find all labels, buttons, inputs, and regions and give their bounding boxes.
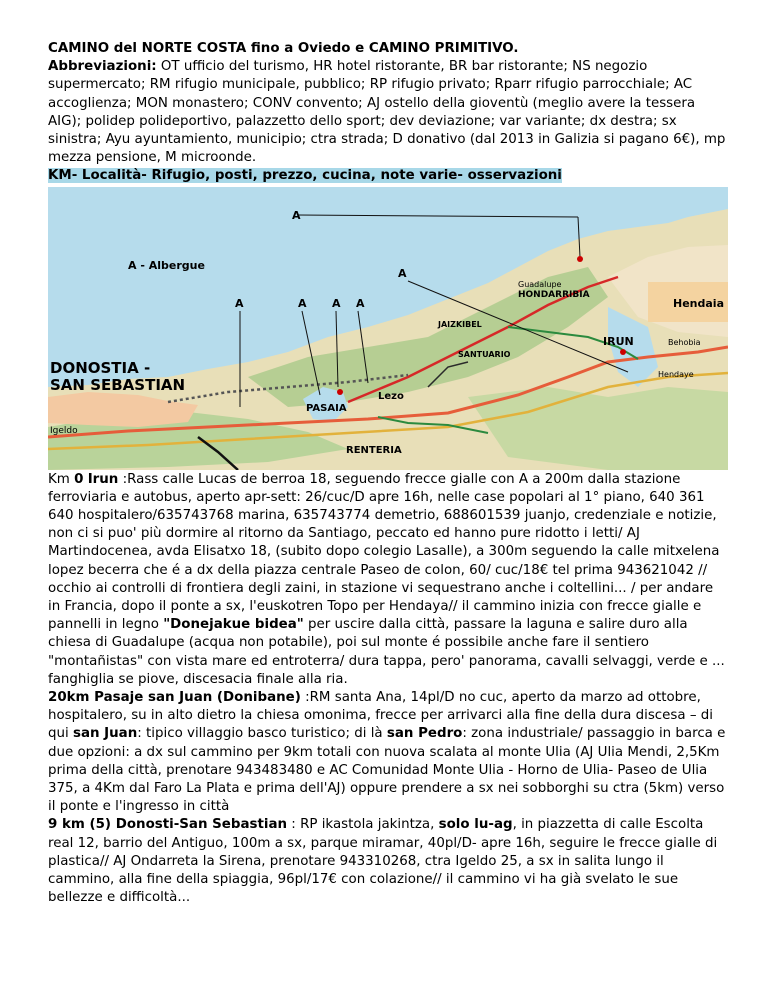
- map-label-hondarribia: HONDARRIBIA: [518, 289, 590, 300]
- document-title: CAMINO del NORTE COSTA fino a Oviedo e CAMINO PRIMITIVO.: [48, 41, 519, 56]
- document: [48, 40, 728, 908]
- entry-donosti-heading: 9 km (5) Donosti-San Sebastian: [48, 817, 288, 833]
- map-label-igeldo: Igeldo: [50, 425, 78, 436]
- map-label-lezo: Lezo: [378, 390, 404, 402]
- entry-pasaje-heading: 20km Pasaje san Juan (Donibane): [48, 690, 301, 706]
- entry-donosti: 9 km (5) Donosti-San Sebastian : RP ikastola jakintza, solo lu-ag, in piazzetta di calle Escolta real 12, barrio del Antiguo, 100m a sx, parque miramar, 40pl/D- apre 16h, seguire le frecce gialle di plastica// AJ Ondarreta la Sirena, prenotare 943310268, ctra Igeldo 25, a sx in salita lungo il cammino, alla fine della spiaggia, 96pl/17€ con colazione// il cammino vi ha già svelato le sue bellezze e difficoltà...: [48, 817, 718, 906]
- map-label-hendaye-small: Hendaye: [658, 369, 694, 379]
- map-label-renteria: RENTERIA: [346, 444, 402, 456]
- map-label-hendaia: Hendaia: [673, 296, 724, 310]
- map-label-behobia: Behobia: [668, 337, 701, 347]
- entry-irun-place: Irun: [87, 471, 119, 487]
- section-heading: KM- Località- Rifugio, posti, prezzo, cucina, note varie- osservazioni: [48, 168, 562, 184]
- map-label-a: A: [398, 266, 407, 280]
- abbreviations-paragraph: [48, 58, 728, 167]
- route-map: [48, 187, 728, 470]
- map-label-guadalupe: Guadalupe: [518, 279, 562, 289]
- route-map-image: [48, 187, 728, 470]
- abbreviations-label: Abbreviazioni:: [48, 59, 157, 75]
- map-label-san-sebastian: SAN SEBASTIAN: [50, 375, 186, 394]
- map-label-jaizkibel: JAIZKIBEL: [438, 319, 482, 329]
- map-label-irun: IRUN: [603, 334, 634, 348]
- map-label-a: A: [298, 296, 307, 310]
- map-label-a: A: [356, 296, 365, 310]
- map-label-a: A: [332, 296, 341, 310]
- map-label-a: A: [235, 296, 244, 310]
- entry-pasaje: 20km Pasaje san Juan (Donibane) :RM santa Ana, 14pl/D no cuc, aperto da marzo ad ottobre, hospitalero, su in alto dietro la chiesa omonima, frecce per arrivarci alla fine della dura discesa – di qui san Juan: tipico villaggio basco turistico; di là san Pedro: zona industriale/ passaggio in barca e due opzioni: a dx sul cammino per 9km totali con nuova scalata al monte Ulia (AJ Ulia Mendi, 2,5Km prima della città, prenotare 943483480 e AC Comunidad Monte Ulia - Horno de Ulia- Paseo de Ulia 375, a 4Km dal Faro La Plata e prima dell'AJ) oppure prendere a sx nei sobborghi su ctra (5km) verso il ponte e l'ingresso in città: [48, 690, 726, 815]
- entry-irun: Km 0 Irun :Rass calle Lucas de berroa 18, seguendo frecce gialle con A a 200m dalla stazione ferroviaria e autobus, aperto apr-sett: 26/cuc/D apre 16h, nelle case popolari al 1° piano, 640 361 640 hospitalero/635743768 marina, 635743774 demetrio, 688601539 juanjo, credenziale e notizie, non ci si puo' più dormire al ritorno da Santiago, peccato ed hanno pure ridotto i letti/ AJ Martindocenea, avda Elisatxo 18, (subito dopo colegio Lasalle), a 300m seguendo la calle mitxelena lopez becerra che é a dx della piazza centrale Paseo de colon, 60/ cuc/18€ tel prima 943621042 // occhio ai controlli di frontiera degli zaini, in stazione vi sequestrano anche i coltellini... / per andare in Francia, dopo il ponte a sx, l'euskotren Topo per Hendaya// il cammino inizia con frecce gialle e pannelli in legno "Donejakue bidea" per uscire dalla città, passare la laguna e salire duro alla chiesa di Guadalupe (acqua non potabile), poi sul monte é possibile anche fare il sentiero "montañistas" con vista mare ed entroterra/ dura tappa, pero' panorama, cavalli selvaggi, verde e ... fanghiglia se piove, discesacia finale alla ria.: [48, 471, 725, 687]
- map-label-pasaia: PASAIA: [306, 402, 347, 414]
- map-label-santuario: SANTUARIO: [458, 349, 511, 359]
- map-label-a: A: [292, 208, 301, 222]
- abbreviations-text: OT ufficio del turismo, HR hotel ristorante, BR bar ristorante; NS negozio supermercato; RM rifugio municipale, pubblico; RP rifugio privato; Rparr rifugio parrocchiale; AC accoglienza; MON monastero; CONV convento; AJ ostello della gioventù (meglio avere la tessera AIG); polidep polideportivo, palazzetto dello sport; dev deviazione; var variante; dx destra; sx sinistra; Ayu ayuntamiento, municipio; ctra strada; D donativo (dal 2013 in Galizia si pagano 6€), mp mezza pensione, M microonde.: [48, 59, 726, 166]
- map-label-albergue: A - Albergue: [128, 258, 205, 272]
- map-label-donostia: DONOSTIA -: [50, 358, 151, 377]
